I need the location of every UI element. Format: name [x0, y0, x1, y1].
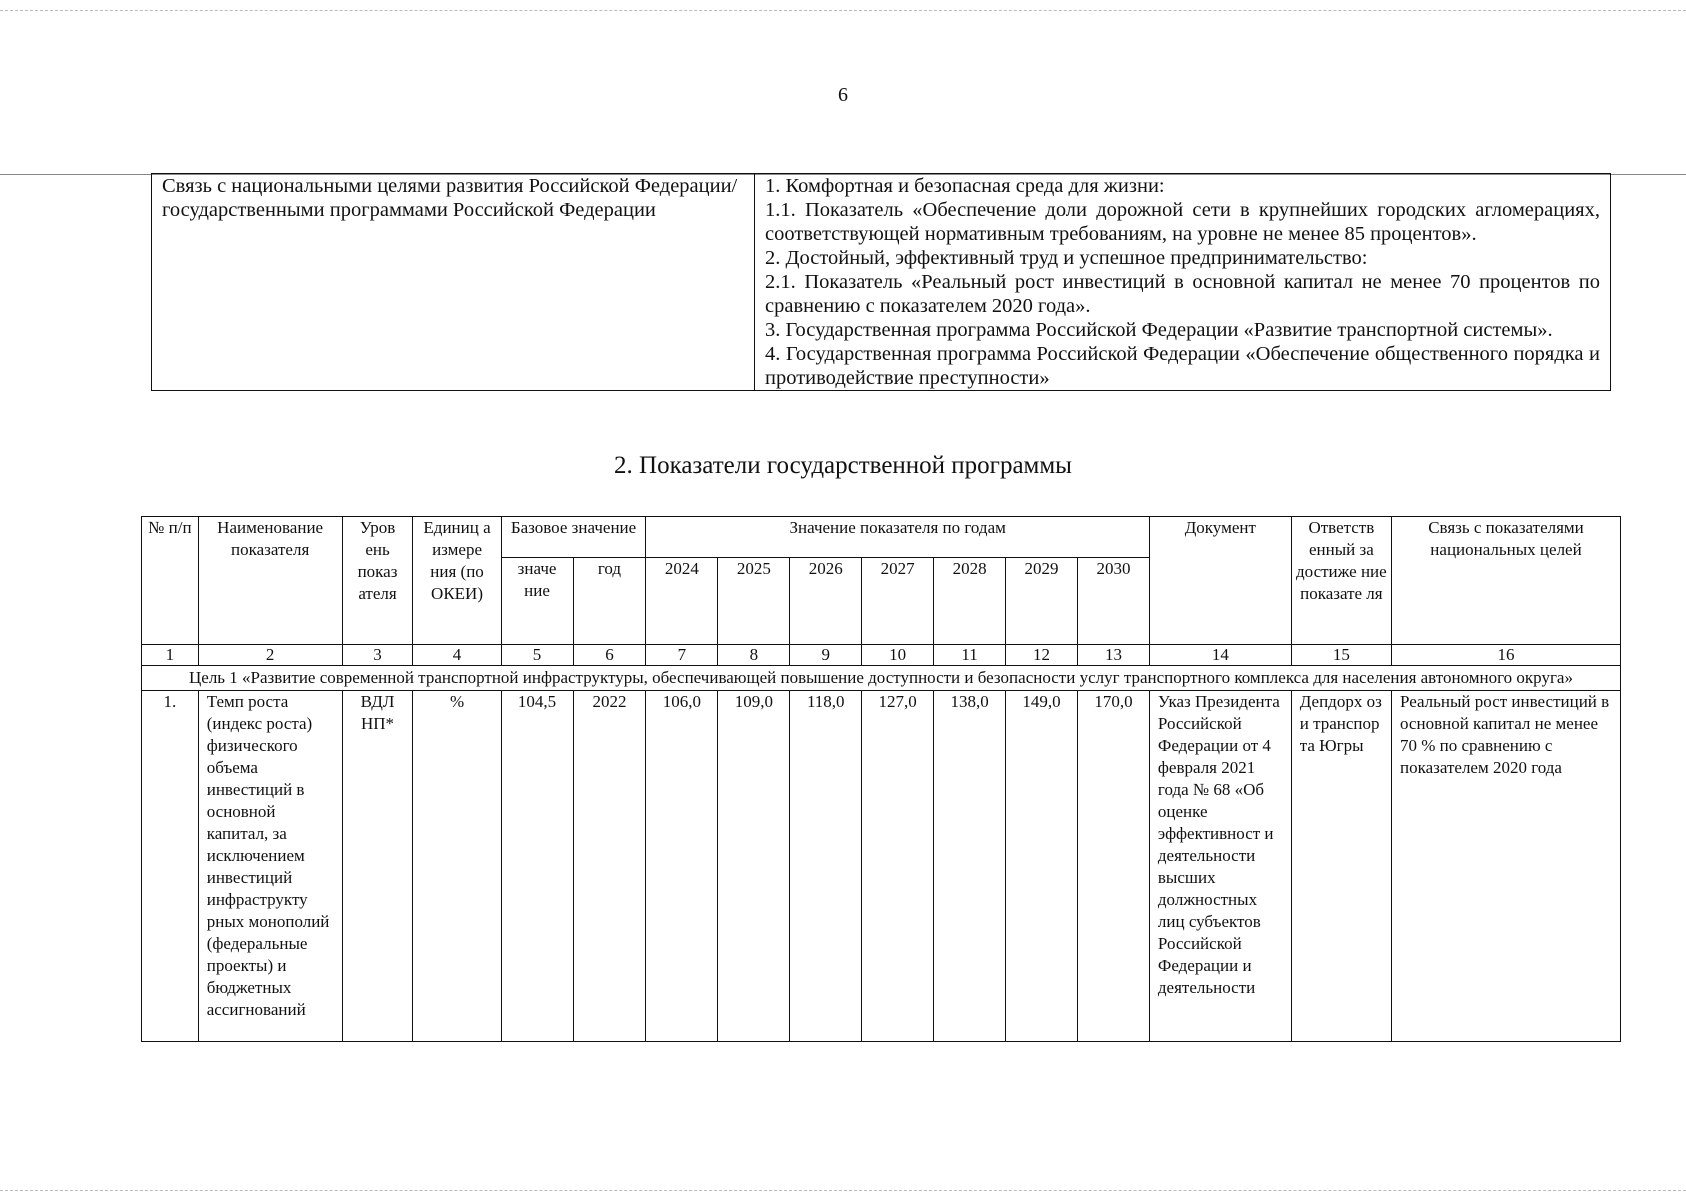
row-link: Реальный рост инвестиций в основной капитал не менее 70 % по сравнению с показателем 2020 года — [1392, 691, 1621, 1042]
column-number: 6 — [573, 645, 646, 666]
row-document: Указ Президента Российской Федерации от 4 февраля 2021 года № 68 «Об оценке эффективност и деятельности высших должностных лиц субъектов Российской Федерации и деятельности — [1149, 691, 1291, 1042]
row-value: 170,0 — [1077, 691, 1149, 1042]
goal-title: Цель 1 «Развитие современной транспортной инфраструктуры, обеспечивающей повышение доступности и безопасности услуг транспортного комплекса для населения автономного округа» — [142, 666, 1621, 691]
column-number: 9 — [790, 645, 862, 666]
header-base-value: значе ние — [501, 558, 573, 645]
column-number: 16 — [1392, 645, 1621, 666]
header-year: 2027 — [862, 558, 934, 645]
page-number: 6 — [838, 84, 848, 106]
column-number: 11 — [934, 645, 1006, 666]
links-item: 3. Государственная программа Российской Федерации «Развитие транспортной системы». — [765, 319, 1553, 341]
column-number: 2 — [198, 645, 342, 666]
row-level: ВДЛ НП* — [342, 691, 413, 1042]
row-value: 138,0 — [934, 691, 1006, 1042]
column-number: 14 — [1149, 645, 1291, 666]
row-num: 1. — [142, 691, 199, 1042]
column-number: 1 — [142, 645, 199, 666]
table-row — [142, 691, 1621, 1042]
links-item: 1. Комфортная и безопасная среда для жизни: — [765, 175, 1165, 197]
links-label: Связь с национальными целями развития Российской Федерации/ государственными программами Российской Федерации — [152, 174, 755, 391]
row-unit: % — [413, 691, 501, 1042]
row-base-year: 2022 — [573, 691, 646, 1042]
column-number: 4 — [413, 645, 501, 666]
row-value: 118,0 — [790, 691, 862, 1042]
header-responsible: Ответств енный за достиже ние показате ля — [1291, 517, 1391, 645]
row-value: 149,0 — [1006, 691, 1078, 1042]
header-base-year: год — [573, 558, 646, 645]
goal-row — [142, 666, 1621, 691]
header-unit: Единиц а измере ния (по ОКЕИ) — [413, 517, 501, 645]
header-row — [142, 517, 1621, 558]
row-base-value: 104,5 — [501, 691, 573, 1042]
column-number: 7 — [646, 645, 718, 666]
row-value: 106,0 — [646, 691, 718, 1042]
header-name: Наименование показателя — [198, 517, 342, 645]
links-items — [755, 174, 1611, 391]
header-year: 2026 — [790, 558, 862, 645]
header-base: Базовое значение — [501, 517, 646, 558]
row-value: 127,0 — [862, 691, 934, 1042]
links-item: 2. Достойный, эффективный труд и успешное предпринимательство: — [765, 247, 1368, 269]
scan-edge-top — [0, 10, 1686, 11]
column-number: 12 — [1006, 645, 1078, 666]
header-year: 2030 — [1077, 558, 1149, 645]
column-numbers-row — [142, 645, 1621, 666]
column-number: 10 — [862, 645, 934, 666]
header-document: Документ — [1149, 517, 1291, 645]
links-row — [152, 174, 1611, 391]
column-number: 15 — [1291, 645, 1391, 666]
row-name: Темп роста (индекс роста) физического объема инвестиций в основной капитал, за исключением инвестиций инфраструкту рных монополий (федеральные проекты) и бюджетных ассигнований — [198, 691, 342, 1042]
header-year: 2024 — [646, 558, 718, 645]
header-level: Уров ень показ ателя — [342, 517, 413, 645]
links-item: 2.1. Показатель «Реальный рост инвестиций в основной капитал не менее 70 процентов по сравнению с показателем 2020 года». — [765, 271, 1600, 317]
section-title: 2. Показатели государственной программы — [614, 452, 1072, 479]
column-number: 3 — [342, 645, 413, 666]
header-year: 2025 — [718, 558, 790, 645]
header-link: Связь с показателями национальных целей — [1392, 517, 1621, 645]
row-responsible: Депдорх оз и транспор та Югры — [1291, 691, 1391, 1042]
links-item: 4. Государственная программа Российской Федерации «Обеспечение общественного порядка и противодействие преступности» — [765, 343, 1600, 389]
column-number: 5 — [501, 645, 573, 666]
national-goals-links-table — [151, 173, 1611, 391]
header-year: 2029 — [1006, 558, 1078, 645]
row-value: 109,0 — [718, 691, 790, 1042]
column-number: 13 — [1077, 645, 1149, 666]
header-years-group: Значение показателя по годам — [646, 517, 1149, 558]
header-num: № п/п — [142, 517, 199, 645]
column-number: 8 — [718, 645, 790, 666]
indicators-table — [141, 516, 1621, 1042]
links-item: 1.1. Показатель «Обеспечение доли дорожной сети в крупнейших городских агломерациях, соответствующей нормативным требованиям, на уровне не менее 85 процентов». — [765, 199, 1600, 245]
scan-edge-bottom — [0, 1190, 1686, 1191]
header-year: 2028 — [934, 558, 1006, 645]
